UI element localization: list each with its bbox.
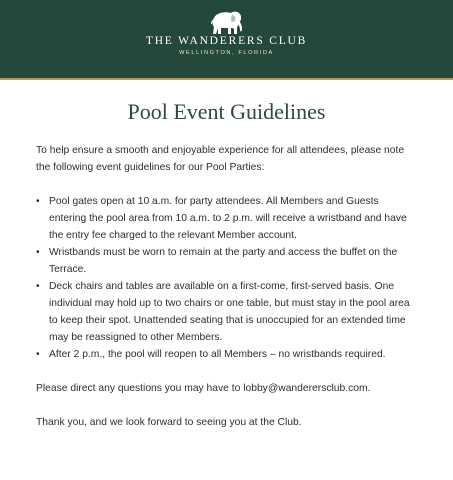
bullet-icon: •: [36, 281, 40, 292]
club-header: [0, 0, 453, 80]
page-title: Pool Event Guidelines: [127, 99, 326, 124]
bullet-icon: •: [36, 247, 40, 258]
intro-paragraph: To help ensure a smooth and enjoyable experience for all attendees, please note the following event guidelines for our Pool Parties:: [36, 145, 405, 173]
elephant-icon: [208, 9, 244, 35]
club-name: THE WANDERERS CLUB: [145, 35, 308, 47]
list-item: [36, 193, 418, 244]
list-item-text: Deck chairs and tables are available on a first-come, first-served basis. One individual may hold up to two chairs or one table, but must stay in the pool area to keep their spot. Unattended seating that is unoccupied for an extended time may be reassigned to other Members.: [49, 281, 410, 343]
list-item: [36, 244, 418, 278]
list-item-text: After 2 p.m., the pool will reopen to all Members – no wristbands required.: [49, 349, 386, 360]
list-item-text: Wristbands must be worn to remain at the party and access the buffet on the Terrace.: [49, 247, 398, 275]
closing-paragraph: Thank you, and we look forward to seeing you at the Club.: [36, 417, 302, 428]
list-item: [36, 278, 418, 346]
list-item-text: Pool gates open at 10 a.m. for party attendees. All Members and Guests entering the pool area from 10 a.m. to 2 p.m. will receive a wristband and have the entry fee charged to the relevant Member account.: [49, 196, 407, 241]
contact-paragraph: Please direct any questions you may have to lobby@wanderersclub.com.: [36, 383, 371, 394]
list-item: [36, 346, 418, 363]
guidelines-list: [36, 193, 418, 363]
bullet-icon: •: [36, 349, 40, 360]
guidelines-body: [36, 142, 418, 431]
bullet-icon: •: [36, 196, 40, 207]
club-location: WELLINGTON, FLORIDA: [179, 50, 274, 56]
